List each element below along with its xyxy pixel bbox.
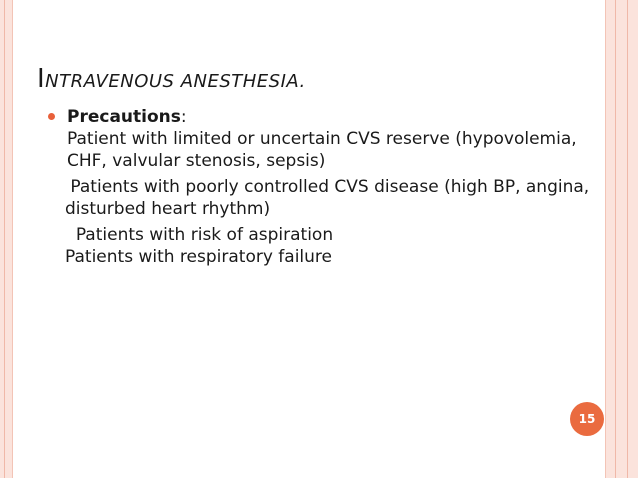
- precaution-line-2: Patients with poorly controlled CVS disease (high BP, angina, disturbed heart rhythm): [65, 177, 595, 219]
- slide-content: [45, 106, 605, 268]
- precaution-line-3: Patients with risk of aspiration: [65, 225, 334, 245]
- page-number-badge: 15: [570, 402, 604, 436]
- bullet-heading: Precautions: [67, 107, 181, 127]
- bullet-colon: :: [180, 107, 187, 127]
- bullet-precautions: [45, 106, 605, 172]
- precaution-line-4: Patients with respiratory failure: [65, 247, 332, 267]
- title-rest: NTRAVENOUS ANESTHESIA.: [45, 71, 306, 92]
- left-border-line: [4, 0, 5, 478]
- right-border-line: [615, 0, 616, 478]
- left-border-frame: [0, 0, 13, 478]
- right-border-frame: [605, 0, 638, 478]
- right-border-line-2: [627, 0, 628, 478]
- title-first-letter: I: [37, 64, 46, 94]
- slide-title: [37, 64, 306, 94]
- precaution-line-1: Patient with limited or uncertain CVS reserve (hypovolemia, CHF, valvular stenosis, sepsis): [67, 129, 577, 171]
- bullet-dot-icon: [48, 113, 55, 120]
